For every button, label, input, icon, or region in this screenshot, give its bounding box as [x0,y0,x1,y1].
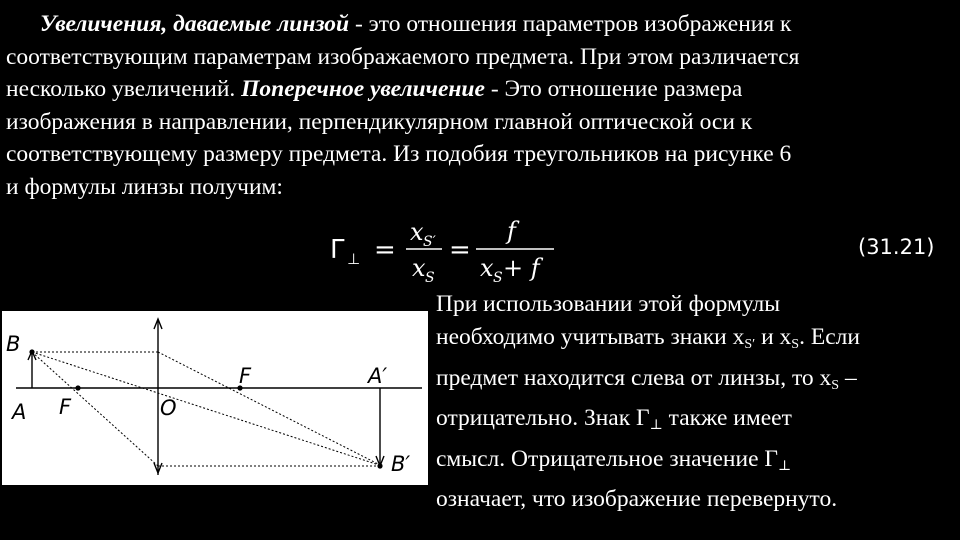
label-f-right: F [239,364,252,388]
formula-gamma: Γ [330,235,345,265]
point-b-prime-dot [377,463,382,468]
subscript: S [831,377,840,393]
formula-gamma-sub: ⊥ [347,250,361,268]
formula-num1: x [410,218,424,246]
subscript: ⊥ [649,418,663,434]
label-b-prime: B′ [391,452,411,476]
side-line-4 [436,402,956,442]
intro-paragraph [6,8,956,204]
formula-den2-sub: S [493,270,503,286]
formula-num1-sub: S′ [423,234,436,250]
formula-den2-rest: + f [503,254,540,282]
paragraph-line-2: соответствующим параметрам изображаемого предмета. При этом различается [6,43,800,70]
ray-diagram-svg [2,311,428,485]
paragraph-line-1 [6,8,956,41]
formula-num2: f [507,217,516,245]
term-transverse-magnification: Поперечное увеличение [241,76,485,103]
paragraph-text: несколько увеличений. [6,76,242,103]
side-text: – [839,364,857,391]
side-paragraph [436,288,956,516]
formula-den1-sub: S [425,270,435,286]
paragraph-line-5: соответствующему размеру предмета. Из подобия треугольников на рисунке 6 [6,141,792,168]
side-text: также имеет [662,405,792,432]
point-b-dot [29,349,34,354]
subscript: S′ [744,337,756,353]
subscript: S [791,337,800,353]
ray-center [32,352,382,466]
term-magnification: Увеличения, даваемые линзой [40,11,350,37]
formula-den1: x [412,254,426,282]
paragraph-line-3 [6,73,956,106]
formula-den2: x [480,254,494,282]
paragraph-line-4: изображения в направлении, перпендикулярном главной оптической оси к [6,108,753,135]
label-b: B [6,332,21,356]
side-text: предмет находится слева от линзы, то x [436,364,832,391]
side-line-2 [436,321,956,361]
formula-equals-2: = [449,235,471,265]
label-f-left: F [59,395,72,419]
side-line-3 [436,362,956,402]
magnification-formula [0,212,960,290]
label-a: A [12,400,27,424]
ray-focal [32,352,158,466]
paragraph-text: - Это отношение размера [484,76,743,103]
side-text: необходимо учитывать знаки x [436,324,745,351]
label-a-prime: A′ [368,364,388,388]
side-line-5 [436,443,956,483]
side-line-1: При использовании этой формулы [436,291,781,317]
paragraph-text: - это отношения параметров изображения к [349,11,792,37]
ray-refracted [158,352,382,466]
paragraph-line-6: и формулы линзы получим: [6,173,283,200]
equation-number: (31.21) [858,235,935,259]
side-text: . Если [799,324,860,351]
side-text: и x [755,324,792,351]
side-text: смысл. Отрицательное значение Г [436,445,778,472]
side-text: отрицательно. Знак Г [436,405,650,432]
side-line-6: означает, что изображение перевернуто. [436,486,838,513]
subscript: ⊥ [777,458,792,474]
focus-left-dot [75,385,80,390]
formula-equals-1: = [374,235,396,265]
lens-ray-diagram [2,311,428,485]
label-o: O [160,396,177,420]
